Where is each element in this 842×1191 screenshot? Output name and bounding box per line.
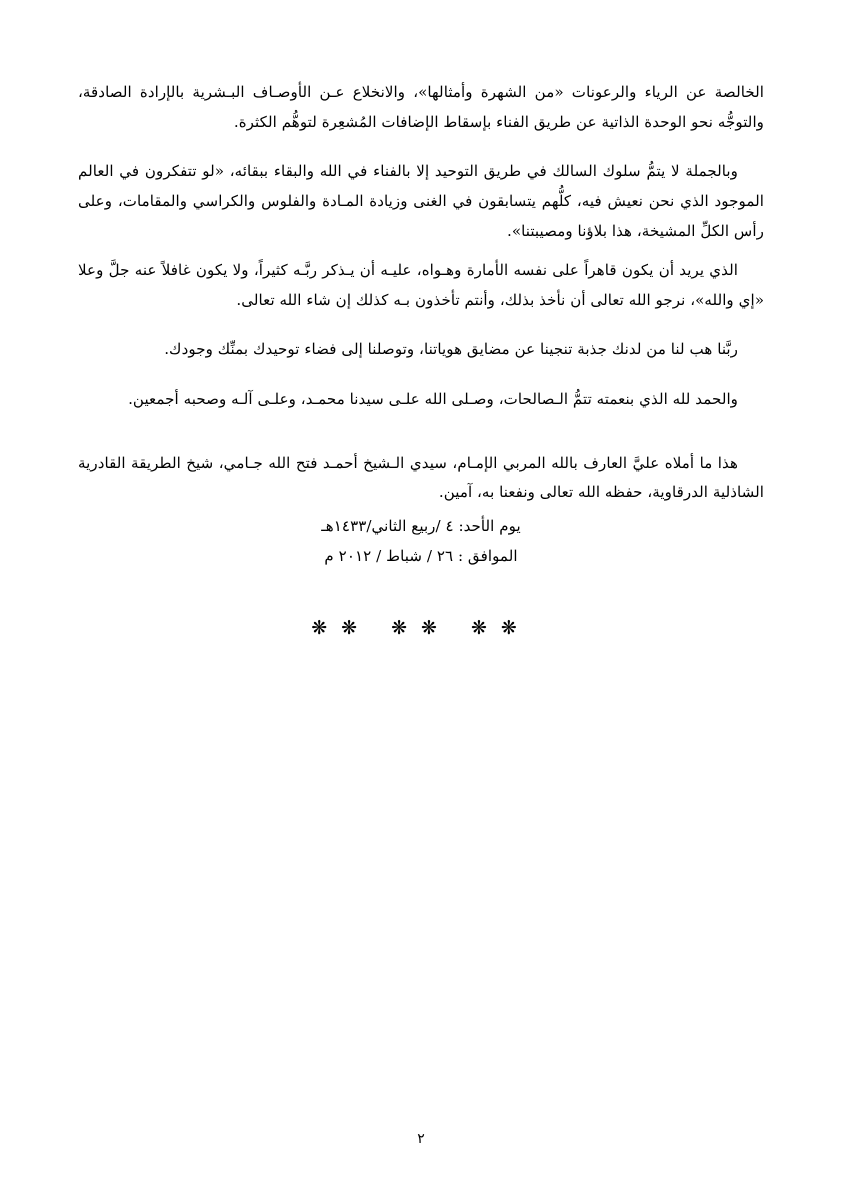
- paragraph-spacer: [78, 365, 764, 385]
- ornament-glyphs: ❋❋ ❋❋ ❋❋: [311, 617, 531, 640]
- section-spacer: [78, 415, 764, 449]
- paragraph-spacer: [78, 246, 764, 256]
- paragraph-3: الذي يريد أن يكون قاهراً على نفسه الأمارة وهـواه، عليـه أن يـذكر ربَّـه كثيراً، ولا يكون غافلاً عنه جلَّ وعلا «إي والله»، نرجو الله تعالى أن نأخذ بذلك، وأنتم تأخذون بـه كذلك إن شاء الله تعالى.: [78, 261, 764, 309]
- paragraph-5: والحمد لله الذي بنعمته تتمُّ الـصالحات، وصـلى الله علـى سيدنا محمـد، وعلـى آلـه وصحبه أجمعين.: [128, 390, 738, 409]
- paragraph-1: الخالصة عن الرياء والرعونات «من الشهرة وأمثالها»، والانخلاع عـن الأوصـاف البـشرية بالإرادة الصادقة، والتوجُّه نحو الوحدة الذاتية عن طريق الفناء بإسقاط الإضافات المُشعِرة لتوهُّم الكثرة.: [78, 83, 764, 131]
- paragraph-6-attribution: هذا ما أملاه عليَّ العارف بالله المربي الإمـام، سيدي الـشيخ أحمـد فتح الله جـامي، شيخ الطريقة القادرية الشاذلية الدرقاوية، حفظه الله تعالى ونفعنا به، آمين.: [78, 453, 764, 502]
- page-body: [78, 78, 764, 639]
- paragraph-2: وبالجملة لا يتمُّ سلوك السالك في طريق التوحيد إلا بالفناء في الله والبقاء ببقائه، «لو تتفكرون في العالم الموجود الذي نحن نعيش فيه، كلُّهم يتسابقون في الغنى وزيادة المـادة والفلوس والكراسي والمقامات، وعلى رأس الكلِّ المشيخة، هذا بلاؤنا ومصيبتنا».: [78, 162, 764, 240]
- paragraph-spacer: [78, 315, 764, 335]
- paragraph-4: ربَّنا هب لنا من لدنك جذبة تنجينا عن مضايق هوياتنا، وتوصلنا إلى فضاء توحيدك بمنِّك وجودك.: [164, 340, 738, 359]
- colophon-hijri-date: يوم الأحد: ٤ /ربيع الثاني/١٤٣٣هـ: [321, 517, 521, 536]
- paragraph-spacer: [78, 137, 764, 157]
- colophon-gregorian-date: الموافق : ٢٦ / شباط / ٢٠١٢ م: [324, 546, 518, 565]
- ornament-divider: [78, 617, 764, 639]
- page-number: ٢: [417, 1131, 425, 1147]
- colophon-date-block: [78, 512, 764, 571]
